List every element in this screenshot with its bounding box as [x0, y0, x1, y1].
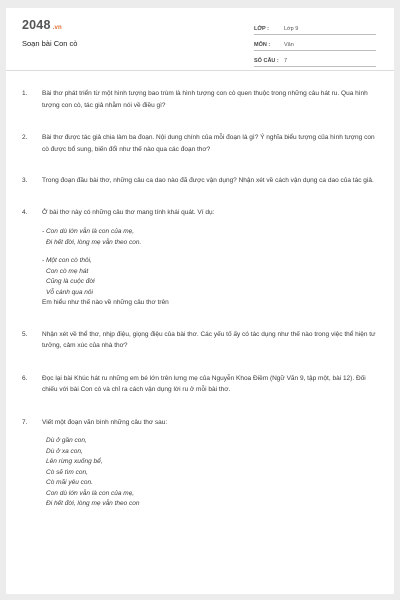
question-number: 7. [22, 418, 28, 426]
question-item-2 [22, 132, 382, 155]
question-body [42, 88, 382, 111]
poem-line: - Một con cò thôi, [42, 257, 92, 264]
poem-line: Đi hết đời, lòng mẹ vẫn theo con [46, 500, 140, 507]
meta-label: MÔN : [254, 42, 271, 48]
poem-excerpt [42, 436, 382, 510]
poem-excerpt [42, 256, 382, 309]
poem-line: Lên rừng xuống bể, [46, 458, 103, 465]
question-body [42, 373, 382, 396]
poem-line: Dù ở xa con, [46, 447, 83, 455]
question-number: 4. [22, 208, 28, 216]
question-number: 3. [22, 177, 28, 184]
question-body [42, 417, 382, 510]
poem-line: - Con dù lớn vẫn là con của mẹ, [42, 228, 135, 235]
question-text: Ở bài thơ này có những câu thơ mang tính khái quát. Ví dụ: [42, 208, 215, 216]
poem-follow-text: Em hiểu như thế nào về những câu thơ trên [42, 299, 169, 306]
question-text: Bài thơ được tác giả chia làm ba đoạn. Nội dung chính của mỗi đoạn là gì? Ý nghĩa biểu tượng của hình tượng con cò được bổ sung, biến đổi như thế nào qua các đoạn thơ? [42, 134, 375, 153]
meta-value: Lớp 9 [284, 26, 299, 32]
question-number: 1. [22, 90, 28, 97]
meta-info-box [254, 21, 376, 69]
meta-label: LỚP : [254, 26, 269, 32]
question-text: Trong đoạn đầu bài thơ, những câu ca dao nào đã được vận dụng? Nhận xét về cách vận dụng ca dao của tác giả. [42, 177, 374, 184]
question-item-5 [22, 329, 382, 352]
question-list [22, 88, 382, 510]
question-body [42, 132, 382, 155]
meta-row-question-count [254, 53, 376, 67]
question-item-1 [22, 88, 382, 111]
poem-line: Đi hết đời, lòng mẹ vẫn theo con. [46, 238, 142, 246]
question-item-3 [22, 175, 382, 187]
logo-main-text: 2048 [22, 18, 51, 32]
question-text: Nhận xét về thể thơ, nhịp điệu, giọng điệu của bài thơ. Các yếu tố ấy có tác dụng như thế nào trong việc thể hiện tư tưởng, cảm xúc của nhà thơ? [42, 330, 376, 349]
meta-row-grade [254, 21, 376, 35]
logo-sub-text: .vn [52, 25, 62, 31]
question-number: 5. [22, 330, 28, 338]
question-item-4 [22, 207, 382, 309]
poem-excerpt [42, 227, 382, 248]
site-logo[interactable] [22, 18, 62, 32]
poem-line: Con cò mẹ hát [46, 267, 89, 275]
question-text: Bài thơ phát triển từ một hình tượng bao trùm là hình tượng con cò quen thuộc trong những câu hát ru. Qua hình tượng con cò, tác giả nhằm nói về điều gì? [42, 90, 368, 109]
question-item-7 [22, 417, 382, 510]
document-page [6, 8, 394, 594]
meta-value: Văn [284, 42, 294, 48]
question-text: Viết một đoạn văn bình những câu thơ sau: [42, 418, 168, 426]
poem-line: Cò mãi yêu con. [46, 479, 93, 486]
poem-line: Cò sẽ tìm con, [46, 468, 88, 476]
question-number: 2. [22, 134, 28, 141]
header-divider [6, 70, 394, 71]
poem-line: Con dù lớn vẫn là con của mẹ, [46, 489, 135, 497]
meta-value: 7 [284, 58, 288, 64]
meta-row-subject [254, 37, 376, 51]
meta-label: SỐ CÂU : [254, 58, 279, 64]
poem-line: Cũng là cuộc đời [46, 278, 95, 285]
poem-line: Dù ở gần con, [46, 437, 87, 444]
question-body [42, 175, 382, 187]
question-number: 6. [22, 374, 28, 382]
question-body [42, 329, 382, 352]
poem-line: Vỗ cánh qua nôi [46, 288, 93, 296]
question-body [42, 207, 382, 309]
document-title: Soạn bài Con cò [22, 39, 78, 48]
question-item-6 [22, 373, 382, 396]
question-text: Đọc lại bài Khúc hát ru những em bé lớn trên lưng mẹ của Nguyễn Khoa Điềm (Ngữ Văn 9, tập một, bài 12). Đối chiếu với bài Con cò và chỉ ra cách vận dụng lời ru ở mỗi bài thơ. [42, 374, 366, 393]
